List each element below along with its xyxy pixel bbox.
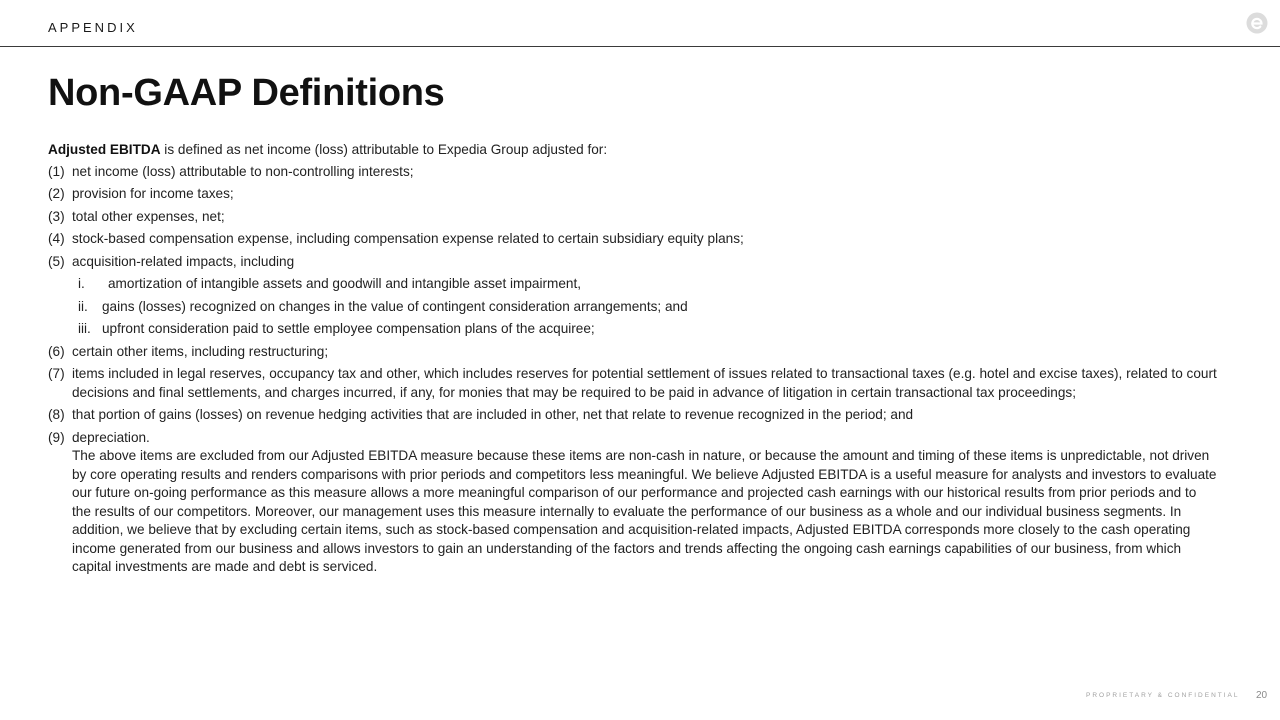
list-item-text: certain other items, including restructuring;	[72, 343, 329, 359]
list-item-text: provision for income taxes;	[72, 186, 234, 201]
list-item	[48, 343, 1218, 362]
expedia-e-logo-icon	[1246, 12, 1268, 34]
intro-text: is defined as net income (loss) attributable to Expedia Group adjusted for:	[160, 142, 608, 157]
top-header-bar	[0, 0, 1280, 47]
sub-list-item	[48, 275, 1218, 294]
sub-list-item-number: i.	[78, 276, 85, 291]
sub-list-item	[48, 320, 1218, 339]
list-item	[48, 185, 1218, 204]
list-item-number: (7)	[48, 366, 65, 381]
confidential-label: PROPRIETARY & CONFIDENTIAL	[1086, 692, 1240, 699]
list-item	[48, 365, 1218, 402]
list-item-number: (8)	[48, 407, 65, 422]
list-item-number: (2)	[48, 186, 65, 201]
page-title: Non-GAAP Definitions	[48, 72, 445, 114]
section-label: APPENDIX	[48, 20, 138, 35]
list-item	[48, 163, 1218, 182]
sub-list-item	[48, 298, 1218, 317]
list-item	[48, 253, 1218, 272]
sub-list-item-number: ii.	[78, 298, 88, 314]
list-item-text: stock-based compensation expense, including compensation expense related to certain subsidiary equity plans;	[72, 231, 744, 246]
list-item-number: (1)	[48, 163, 65, 179]
sub-list-item-text: amortization of intangible assets and goodwill and intangible asset impairment,	[108, 276, 582, 291]
intro-sentence	[48, 141, 1218, 160]
definition-body	[48, 141, 1218, 577]
defined-term: Adjusted EBITDA	[48, 142, 161, 157]
list-item	[48, 429, 1218, 577]
list-item-number: (6)	[48, 343, 65, 359]
list-item	[48, 208, 1218, 227]
list-item-text: depreciation.	[72, 429, 150, 445]
list-item-text: net income (loss) attributable to non-controlling interests;	[72, 163, 414, 179]
list-item-text: items included in legal reserves, occupancy tax and other, which includes reserves for potential settlement of issues related to transactional taxes (e.g. hotel and excise taxes), related to court decisions and final settlements, and charges incurred, if any, for monies that may be required to be paid in advance of litigation in certain transactional tax proceedings;	[72, 366, 1217, 400]
sub-list-item-text: gains (losses) recognized on changes in the value of contingent consideration arrangements; and	[102, 298, 688, 314]
list-item-text: total other expenses, net;	[72, 208, 225, 224]
closing-paragraph: The above items are excluded from our Adjusted EBITDA measure because these items are non-cash in nature, or because the amount and timing of these items is unpredictable, not driven by core operating results and renders comparisons with prior periods and competitors less meaningful. We believe Adjusted EBITDA is a useful measure for analysts and investors to evaluate our future on-going performance as this measure allows a more meaningful comparison of our performance and projected cash earnings with our historical results from prior periods and to the results of our competitors. Moreover, our management uses this measure internally to evaluate the performance of our business as a whole and our individual business segments. In addition, we believe that by excluding certain items, such as stock-based compensation and acquisition-related impacts, Adjusted EBITDA corresponds more closely to the cash operating income generated from our business and allows investors to gain an understanding of the factors and trends affecting the ongoing cash earnings capabilities of our business, from which capital investments are made and debt is serviced.	[72, 448, 1217, 574]
list-item	[48, 406, 1218, 425]
sub-list-item-number: iii.	[78, 321, 91, 336]
list-item-text: that portion of gains (losses) on revenue hedging activities that are included in other, net that relate to revenue recognized in the period; and	[72, 407, 914, 422]
list-item-body	[72, 429, 1218, 577]
list-item-number: (4)	[48, 231, 65, 246]
list-item-number: (5)	[48, 253, 65, 269]
list-item-number: (3)	[48, 208, 65, 224]
page-number: 20	[1256, 690, 1268, 701]
list-item-number: (9)	[48, 429, 65, 445]
list-item-text: acquisition-related impacts, including	[72, 253, 295, 269]
sub-list-item-text: upfront consideration paid to settle employee compensation plans of the acquiree;	[102, 321, 595, 336]
list-item	[48, 230, 1218, 249]
